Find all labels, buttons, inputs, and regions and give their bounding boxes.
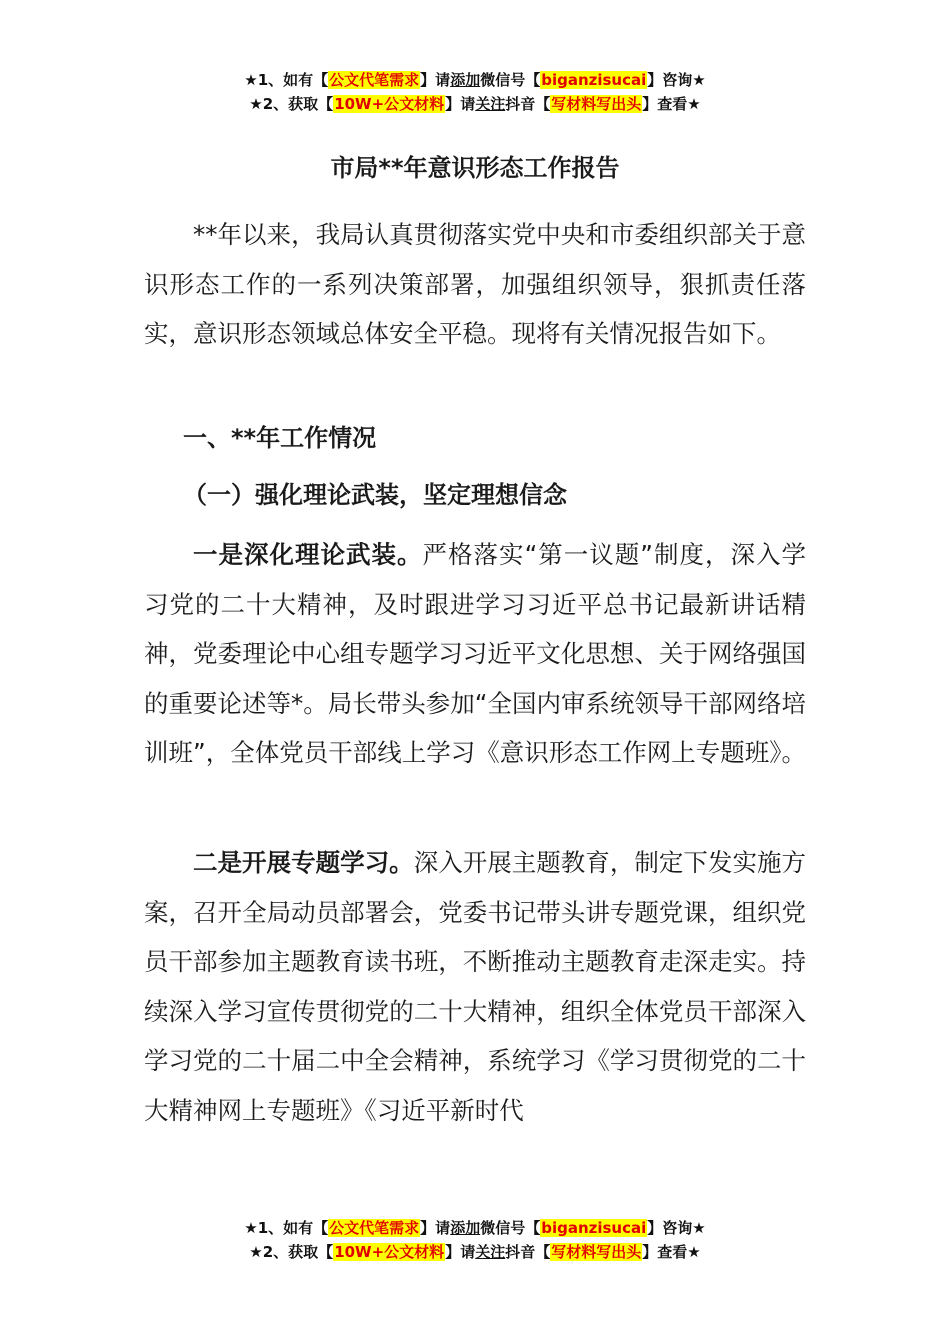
highlight-service: 公文代笔需求 [329, 71, 420, 89]
banner-line-1: ★1、如有【公文代笔需求】请添加微信号【biganzisucai】咨询★ [244, 71, 706, 89]
footer-banner [0, 1216, 950, 1264]
highlight-materials: 10W+公文材料 [334, 1243, 445, 1261]
paragraph-theory: 一是深化理论武装。严格落实“第一议题”制度，深入学习党的二十大精神，及时跟进学习习近平总书记最新讲话精神，党委理论中心组专题学习习近平文化思想、关于网络强国的重要论述等*。局长带头参加“全国内审系统领导干部网络培训班”，全体党员干部线上学习《意识形态工作网上专题班》。 [144, 540, 806, 767]
highlight-douyin: 写材料写出头 [551, 1243, 642, 1261]
banner-line-2: ★2、获取【10W+公文材料】请关注抖音【写材料写出头】查看★ [249, 95, 701, 113]
highlight-wechat-id: biganzisucai [541, 71, 647, 89]
section-heading: 一、**年工作情况 [183, 424, 377, 452]
paragraph-lead: 二是开展专题学习。 [193, 848, 414, 877]
intro-paragraph: **年以来，我局认真贯彻落实党中央和市委组织部关于意识形态工作的一系列决策部署，加强组织领导，狠抓责任落实，意识形态领域总体安全平稳。现将有关情况报告如下。 [144, 220, 806, 348]
subsection-heading: （一）强化理论武装，坚定理想信念 [183, 481, 567, 509]
document-title: 市局**年意识形态工作报告 [330, 154, 620, 182]
highlight-wechat-id: biganzisucai [541, 1219, 647, 1237]
highlight-materials: 10W+公文材料 [334, 95, 445, 113]
banner-line-2: ★2、获取【10W+公文材料】请关注抖音【写材料写出头】查看★ [249, 1243, 701, 1261]
banner-line-1: ★1、如有【公文代笔需求】请添加微信号【biganzisucai】咨询★ [244, 1219, 706, 1237]
paragraph-lead: 一是深化理论武装。 [193, 540, 423, 569]
paragraph-study: 二是开展专题学习。深入开展主题教育，制定下发实施方案，召开全局动员部署会，党委书记带头讲专题党课，组织党员干部参加主题教育读书班，不断推动主题教育走深走实。持续深入学习宣传贯彻党的二十大精神，组织全体党员干部深入学习党的二十届二中全会精神，系统学习《学习贯彻党的二十大精神网上专题班》《习近平新时代 [144, 848, 806, 1125]
highlight-douyin: 写材料写出头 [551, 95, 642, 113]
highlight-service: 公文代笔需求 [329, 1219, 420, 1237]
header-banner [0, 68, 950, 116]
